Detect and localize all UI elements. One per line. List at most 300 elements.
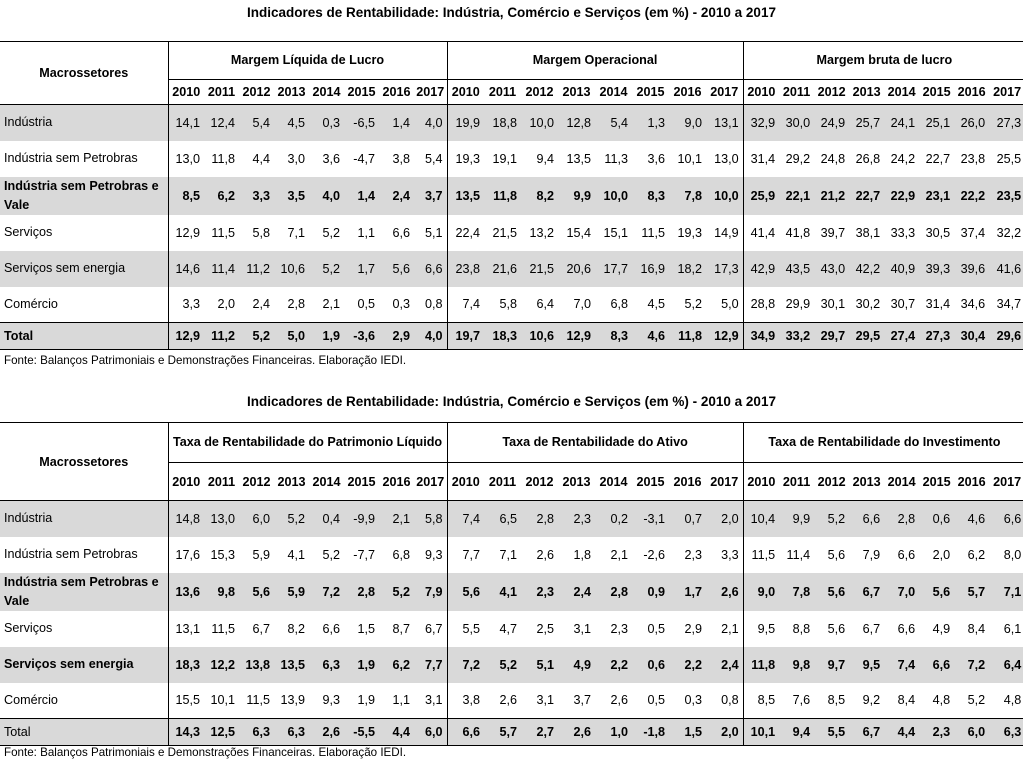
table-row — [0, 251, 1023, 287]
cell-value: 19,3 — [677, 225, 702, 240]
cell-value: 3,1 — [425, 693, 443, 708]
year-header: 2011 — [779, 463, 814, 501]
cell-value: 3,8 — [447, 683, 484, 719]
row-label: Serviços — [4, 621, 53, 635]
cell-value: 7,4 — [447, 287, 484, 323]
year-header: 2016 — [669, 80, 706, 105]
cell-value: 2,0 — [932, 547, 951, 562]
cell-value: 6,2 — [967, 547, 986, 562]
cell-value: 11,2 — [204, 323, 239, 350]
year-header: 2017 — [989, 80, 1023, 105]
cell-value: 2,4 — [379, 177, 414, 215]
cell-value: 6,7 — [849, 719, 884, 746]
cell-value: -3,6 — [344, 323, 379, 350]
cell-value: 7,2 — [954, 647, 989, 683]
cell-value: 11,5 — [743, 537, 779, 573]
cell-value: 9,9 — [558, 177, 595, 215]
cell-value: 5,6 — [239, 573, 274, 611]
cell-value: 6,6 — [447, 719, 484, 746]
cell-value: 5,6 — [447, 573, 484, 611]
cell-value: 3,6 — [647, 151, 665, 166]
cell-value: 5,5 — [814, 719, 849, 746]
cell-value: 1,1 — [392, 693, 410, 708]
cell-value: 18,3 — [168, 647, 204, 683]
cell-value: 11,5 — [211, 621, 235, 636]
cell-value: 11,3 — [604, 151, 628, 166]
cell-value: 5,6 — [919, 573, 954, 611]
cell-value: 11,2 — [239, 251, 274, 287]
year-header: 2014 — [595, 463, 632, 501]
cell-value: 21,2 — [814, 177, 849, 215]
cell-value: 4,4 — [884, 719, 919, 746]
cell-value: 9,7 — [814, 647, 849, 683]
cell-value: 24,8 — [820, 151, 846, 166]
cell-value: 14,9 — [714, 225, 739, 240]
cell-value: 13,1 — [706, 105, 743, 141]
cell-value: 30,4 — [954, 323, 989, 350]
cell-value: 3,5 — [274, 177, 309, 215]
year-header: 2015 — [632, 463, 669, 501]
table-row — [0, 719, 1023, 746]
row-label: Total — [0, 323, 168, 350]
cell-value: 0,7 — [669, 501, 706, 537]
cell-value: 23,8 — [960, 151, 986, 166]
cell-value: 6,6 — [849, 501, 884, 537]
cell-value: 1,7 — [669, 573, 706, 611]
cell-value: 3,3 — [721, 547, 739, 562]
cell-value: 5,6 — [827, 547, 846, 562]
cell-value: 1,5 — [669, 719, 706, 746]
cell-value: 41,8 — [785, 225, 811, 240]
cell-value: 4,0 — [309, 177, 344, 215]
cell-value: 6,4 — [536, 297, 554, 312]
cell-value: 20,6 — [558, 251, 595, 287]
cell-value: 0,9 — [632, 573, 669, 611]
cell-value: 40,9 — [884, 251, 919, 287]
cell-value: 6,3 — [239, 719, 274, 746]
year-header: 2017 — [706, 80, 743, 105]
row-label: Indústria sem Petrobras e Vale — [0, 177, 168, 215]
cell-value: 2,8 — [595, 573, 632, 611]
group-header: Margem Líquida de Lucro — [168, 42, 447, 80]
cell-value: 4,9 — [558, 647, 595, 683]
cell-value: 4,1 — [484, 573, 521, 611]
cell-value: 42,9 — [743, 251, 779, 287]
cell-value: 1,8 — [573, 547, 592, 562]
table-row — [0, 537, 1023, 573]
cell-value: 5,5 — [447, 611, 484, 647]
cell-value: 2,5 — [536, 621, 555, 636]
cell-value: 5,2 — [379, 573, 414, 611]
year-header: 2013 — [849, 463, 884, 501]
cell-value: 7,1 — [989, 573, 1023, 611]
table1-source: Fonte: Balanços Patrimoniais e Demonstrações Financeiras. Elaboração IEDI. — [4, 354, 407, 367]
cell-value: 5,2 — [274, 501, 309, 537]
cell-value: 9,4 — [779, 719, 814, 746]
cell-value: 3,7 — [573, 693, 592, 708]
cell-value: 0,3 — [684, 693, 703, 708]
cell-value: 0,4 — [309, 501, 344, 537]
cell-value: 25,5 — [996, 151, 1022, 166]
cell-value: 5,8 — [499, 297, 517, 312]
cell-value: 6,6 — [919, 647, 954, 683]
cell-value: 25,1 — [919, 105, 954, 141]
cell-value: 2,1 — [721, 621, 739, 636]
cell-value: 5,0 — [274, 323, 309, 350]
cell-value: 2,6 — [536, 547, 555, 562]
cell-value: 11,4 — [204, 251, 239, 287]
cell-value: 10,4 — [743, 501, 779, 537]
cell-value: 9,0 — [669, 105, 706, 141]
cell-value: 6,6 — [392, 225, 410, 240]
cell-value: 26,0 — [954, 105, 989, 141]
group-header: Taxa de Rentabilidade do Investimento — [743, 423, 1023, 463]
cell-value: 24,9 — [814, 105, 849, 141]
year-header: 2011 — [204, 80, 239, 105]
year-header: 2015 — [344, 80, 379, 105]
cell-value: 2,6 — [499, 693, 518, 708]
cell-value: 3,7 — [414, 177, 447, 215]
cell-value: 2,2 — [595, 647, 632, 683]
year-header: 2014 — [309, 463, 344, 501]
cell-value: 13,0 — [204, 501, 239, 537]
cell-value: 7,2 — [447, 647, 484, 683]
cell-value: 6,3 — [309, 647, 344, 683]
year-header: 2013 — [558, 80, 595, 105]
year-header: 2015 — [632, 80, 669, 105]
cell-value: 2,3 — [919, 719, 954, 746]
cell-value: 11,8 — [484, 177, 521, 215]
cell-value: 4,1 — [287, 547, 305, 562]
cell-value: 23,1 — [919, 177, 954, 215]
cell-value: 27,3 — [919, 323, 954, 350]
cell-value: 1,4 — [344, 177, 379, 215]
cell-value: 6,6 — [322, 621, 340, 636]
cell-value: 12,9 — [706, 323, 743, 350]
year-header: 2016 — [669, 463, 706, 501]
cell-value: 6,8 — [392, 547, 410, 562]
table-row — [0, 141, 1023, 177]
cell-value: 6,6 — [414, 251, 447, 287]
table2-source: Fonte: Balanços Patrimoniais e Demonstrações Financeiras. Elaboração IEDI. — [4, 746, 407, 759]
cell-value: 7,1 — [287, 225, 305, 240]
row-label: Indústria — [0, 501, 168, 537]
cell-value: 1,3 — [632, 105, 669, 141]
cell-value: 0,6 — [919, 501, 954, 537]
cell-value: 12,4 — [204, 105, 239, 141]
cell-value: 4,8 — [932, 693, 951, 708]
cell-value: 3,1 — [573, 621, 592, 636]
sector-header: Macrossetores — [0, 423, 168, 501]
cell-value: 2,8 — [344, 573, 379, 611]
cell-value: 7,7 — [447, 537, 484, 573]
cell-value: 0,2 — [595, 501, 632, 537]
cell-value: 23,5 — [989, 177, 1023, 215]
cell-value: 29,2 — [785, 151, 811, 166]
cell-value: 9,4 — [536, 151, 554, 166]
cell-value: 2,3 — [684, 547, 703, 562]
cell-value: 10,6 — [521, 323, 558, 350]
cell-value: 10,1 — [743, 719, 779, 746]
year-header: 2013 — [849, 80, 884, 105]
cell-value: 22,4 — [447, 215, 484, 251]
cell-value: 5,4 — [595, 105, 632, 141]
cell-value: 30,1 — [820, 297, 846, 312]
cell-value: 31,4 — [743, 141, 779, 177]
cell-value: 6,0 — [954, 719, 989, 746]
cell-value: 13,1 — [168, 611, 204, 647]
cell-value: 19,7 — [447, 323, 484, 350]
cell-value: 34,6 — [960, 297, 986, 312]
cell-value: 12,5 — [204, 719, 239, 746]
group-header: Taxa de Rentabilidade do Ativo — [447, 423, 743, 463]
cell-value: 4,7 — [499, 621, 518, 636]
year-header: 2010 — [743, 80, 779, 105]
cell-value: 5,8 — [252, 225, 270, 240]
cell-value: 5,2 — [814, 501, 849, 537]
cell-value: -2,6 — [643, 547, 666, 562]
cell-value: 8,4 — [897, 693, 916, 708]
cell-value: 22,2 — [954, 177, 989, 215]
year-header: 2017 — [706, 463, 743, 501]
table1 — [0, 41, 1023, 350]
cell-value: 15,3 — [210, 547, 235, 562]
row-label: Serviços — [4, 225, 53, 239]
cell-value: 1,0 — [595, 719, 632, 746]
cell-value: 16,9 — [632, 251, 669, 287]
cell-value: 5,2 — [684, 297, 702, 312]
cell-value: 7,4 — [447, 501, 484, 537]
table-row — [0, 215, 1023, 251]
cell-value: 22,9 — [884, 177, 919, 215]
table2-title: Indicadores de Rentabilidade: Indústria, Comércio e Serviços (em %) - 2010 a 2017 — [247, 394, 776, 409]
cell-value: 5,6 — [379, 251, 414, 287]
cell-value: 29,5 — [849, 323, 884, 350]
cell-value: 13,5 — [274, 647, 309, 683]
cell-value: 12,8 — [558, 105, 595, 141]
cell-value: 0,8 — [424, 297, 443, 312]
year-header: 2010 — [447, 80, 484, 105]
year-header: 2015 — [344, 463, 379, 501]
cell-value: 8,4 — [967, 621, 986, 636]
cell-value: 3,3 — [239, 177, 274, 215]
cell-value: 1,9 — [309, 323, 344, 350]
cell-value: 21,5 — [492, 225, 517, 240]
cell-value: 2,3 — [558, 501, 595, 537]
cell-value: 2,3 — [521, 573, 558, 611]
cell-value: -6,5 — [344, 105, 379, 141]
table2 — [0, 422, 1023, 746]
cell-value: 2,1 — [379, 501, 414, 537]
cell-value: 8,3 — [595, 323, 632, 350]
cell-value: 6,2 — [379, 647, 414, 683]
cell-value: 11,5 — [641, 225, 665, 240]
cell-value: 7,4 — [884, 647, 919, 683]
table-row — [0, 647, 1023, 683]
cell-value: 2,0 — [706, 719, 743, 746]
table-row — [0, 177, 1023, 215]
cell-value: 6,1 — [1003, 621, 1022, 636]
cell-value: 5,2 — [484, 647, 521, 683]
cell-value: 7,0 — [884, 573, 919, 611]
cell-value: 14,8 — [168, 501, 204, 537]
cell-value: 9,3 — [425, 547, 443, 562]
cell-value: 19,9 — [447, 105, 484, 141]
cell-value: -3,1 — [632, 501, 669, 537]
table-row — [0, 287, 1023, 323]
year-header: 2012 — [814, 80, 849, 105]
cell-value: 5,2 — [239, 323, 274, 350]
cell-value: 38,1 — [855, 225, 881, 240]
cell-value: 6,7 — [425, 621, 443, 636]
cell-value: 9,2 — [862, 693, 881, 708]
cell-value: 7,7 — [414, 647, 447, 683]
cell-value: 32,9 — [743, 105, 779, 141]
cell-value: 6,5 — [484, 501, 521, 537]
cell-value: 5,7 — [484, 719, 521, 746]
cell-value: 13,5 — [566, 151, 591, 166]
year-header: 2011 — [779, 80, 814, 105]
year-header: 2012 — [521, 80, 558, 105]
cell-value: 5,0 — [721, 297, 739, 312]
cell-value: 8,0 — [1003, 547, 1022, 562]
cell-value: 15,1 — [603, 225, 628, 240]
cell-value: -1,8 — [632, 719, 669, 746]
cell-value: 2,4 — [252, 297, 270, 312]
cell-value: 1,7 — [344, 251, 379, 287]
cell-value: 5,4 — [424, 151, 443, 166]
cell-value: 18,3 — [484, 323, 521, 350]
year-header: 2014 — [884, 463, 919, 501]
cell-value: 13,8 — [239, 647, 274, 683]
cell-value: 8,7 — [392, 621, 410, 636]
year-header: 2017 — [414, 80, 447, 105]
row-label: Indústria sem Petrobras — [4, 151, 138, 165]
year-header: 2016 — [379, 463, 414, 501]
cell-value: 9,8 — [779, 647, 814, 683]
year-header: 2010 — [168, 463, 204, 501]
cell-value: 25,7 — [849, 105, 884, 141]
year-header: 2013 — [274, 80, 309, 105]
cell-value: 6,3 — [274, 719, 309, 746]
cell-value: 2,4 — [706, 647, 743, 683]
cell-value: 0,5 — [357, 297, 375, 312]
year-header: 2013 — [274, 463, 309, 501]
cell-value: 43,0 — [814, 251, 849, 287]
cell-value: 5,9 — [274, 573, 309, 611]
cell-value: 7,2 — [309, 573, 344, 611]
cell-value: 10,1 — [677, 151, 702, 166]
cell-value: 0,8 — [721, 693, 739, 708]
cell-value: 1,9 — [357, 693, 375, 708]
cell-value: 21,6 — [484, 251, 521, 287]
cell-value: 8,2 — [287, 621, 305, 636]
cell-value: 2,7 — [521, 719, 558, 746]
row-label: Comércio — [4, 692, 58, 707]
row-label: Total — [0, 719, 168, 746]
cell-value: 6,0 — [239, 501, 274, 537]
table-row — [0, 683, 1023, 719]
year-header: 2012 — [239, 80, 274, 105]
cell-value: 0,3 — [309, 105, 344, 141]
year-header: 2012 — [814, 463, 849, 501]
cell-value: 11,4 — [786, 547, 811, 562]
cell-value: 4,9 — [932, 621, 951, 636]
cell-value: 9,0 — [743, 573, 779, 611]
cell-value: 7,9 — [862, 547, 881, 562]
table-row — [0, 611, 1023, 647]
year-header: 2013 — [558, 463, 595, 501]
cell-value: 4,6 — [632, 323, 669, 350]
cell-value: 9,9 — [779, 501, 814, 537]
year-header: 2010 — [447, 463, 484, 501]
cell-value: 0,5 — [647, 621, 666, 636]
cell-value: 13,2 — [529, 225, 554, 240]
cell-value: 30,7 — [890, 297, 916, 312]
cell-value: 6,4 — [989, 647, 1023, 683]
cell-value: 22,1 — [779, 177, 814, 215]
row-label: Serviços sem energia — [0, 251, 168, 287]
group-header: Taxa de Rentabilidade do Patrimonio Líquido — [168, 423, 447, 463]
cell-value: 13,0 — [714, 151, 739, 166]
cell-value: 30,5 — [925, 225, 951, 240]
cell-value: 4,0 — [414, 323, 447, 350]
cell-value: 31,4 — [925, 297, 951, 312]
cell-value: 1,1 — [357, 225, 375, 240]
cell-value: 10,0 — [521, 105, 558, 141]
cell-value: 6,0 — [414, 719, 447, 746]
cell-value: 2,6 — [558, 719, 595, 746]
cell-value: 22,7 — [925, 151, 951, 166]
cell-value: 2,2 — [669, 647, 706, 683]
table-row — [0, 323, 1023, 350]
cell-value: 18,8 — [484, 105, 521, 141]
cell-value: 6,7 — [862, 621, 881, 636]
year-header: 2010 — [743, 463, 779, 501]
cell-value: 22,7 — [849, 177, 884, 215]
cell-value: 26,8 — [855, 151, 881, 166]
cell-value: 6,6 — [989, 501, 1023, 537]
cell-value: 39,6 — [954, 251, 989, 287]
cell-value: 13,0 — [168, 141, 204, 177]
cell-value: 34,7 — [996, 297, 1022, 312]
cell-value: 7,6 — [792, 693, 811, 708]
sector-header: Macrossetores — [0, 42, 168, 105]
cell-value: 5,8 — [414, 501, 447, 537]
cell-value: 7,0 — [573, 297, 591, 312]
cell-value: 2,8 — [884, 501, 919, 537]
table1-title: Indicadores de Rentabilidade: Indústria, Comércio e Serviços (em %) - 2010 a 2017 — [247, 5, 776, 20]
cell-value: 37,4 — [960, 225, 986, 240]
year-header: 2010 — [168, 80, 204, 105]
cell-value: 2,6 — [610, 693, 629, 708]
cell-value: 7,8 — [669, 177, 706, 215]
cell-value: 1,9 — [344, 647, 379, 683]
cell-value: 13,5 — [447, 177, 484, 215]
cell-value: 23,8 — [447, 251, 484, 287]
year-header: 2012 — [239, 463, 274, 501]
cell-value: 2,9 — [379, 323, 414, 350]
cell-value: 10,0 — [706, 177, 743, 215]
cell-value: 4,6 — [954, 501, 989, 537]
cell-value: 29,7 — [814, 323, 849, 350]
cell-value: 0,3 — [392, 297, 410, 312]
row-label: Indústria sem Petrobras — [4, 547, 138, 561]
cell-value: 11,8 — [743, 647, 779, 683]
cell-value: 5,6 — [814, 573, 849, 611]
year-header: 2011 — [484, 463, 521, 501]
cell-value: 2,0 — [706, 501, 743, 537]
